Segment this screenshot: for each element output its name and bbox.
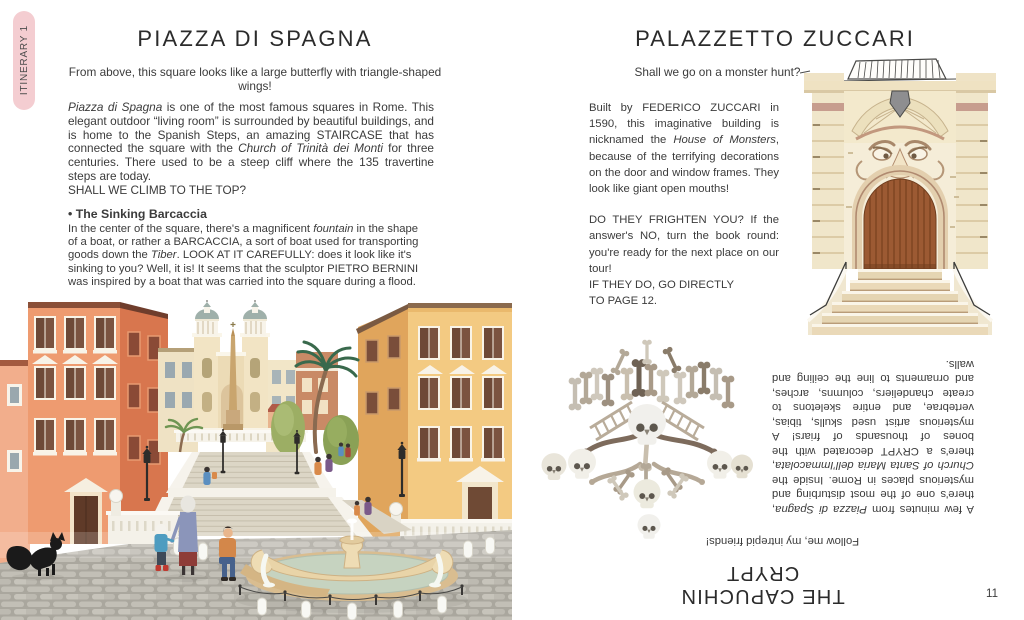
bone-chandelier-illustration <box>520 332 770 554</box>
capuchin-crypt-caption-flipped: Follow me, my intrepid friends! <box>705 535 860 547</box>
left-page-paragraph: Piazza di Spagna is one of the most famous squares in Rome. This elegant outdoor “living room” is surrounded by beautiful buildings, and is home to the Spanish Steps, an amazing STAIRCASE that has connected the square with the Church of Trinità dei Monti for three centuries. There used to be a steep cliff where the 135 travertine steps are today. SHALL WE CLIMB TO THE TOP? <box>68 100 434 197</box>
monster-mouth-door <box>852 165 948 271</box>
itinerary-tab <box>13 11 35 110</box>
right-page-intro: Shall we go on a monster hunt? <box>634 65 801 79</box>
entrance-steps <box>808 262 992 335</box>
right-page-paragraph-2: DO THEY FRIGHTEN YOU? If the answer's NO, turn the book round: you're ready for the next place on our tour! IF THEY DO, GO DIRECTLY TO PAGE 12. <box>589 214 779 308</box>
capuchin-crypt-paragraph-flipped: A few minutes from Piazza di Spagna, there's one of the most disturbing and mysterious places in Rome. Inside the Church of Santa Maria dell’Immacolata, there's a CRYPT decorated with the bones of thousands of friars! A mysterious artist used skulls, tibias, vertebrae, and entire skeletons to create chandeliers, columns, arches, and ornaments to line the ceiling and walls. <box>772 358 974 515</box>
left-page-title: PIAZZA DI SPAGNA <box>137 26 373 51</box>
right-page-column <box>589 100 779 324</box>
bone-fans <box>569 340 735 411</box>
page-number: 11 <box>986 588 998 600</box>
barcaccia-section-body: In the center of the square, there's a magnificent fountain in the shape of a boat, or rather a BARCACCIA, a sort of boat used for transporting goods down the Tiber. LOOK AT IT CAREFULLY: does it look like it's sinking to you? Well, it is! It seems that the sculptor PIETRO BERNINI was inspired by a boat that was carried into the square during a flood. <box>68 223 419 288</box>
yellow-building <box>356 303 512 542</box>
barcaccia-section-heading: • The Sinking Barcaccia <box>68 207 207 221</box>
broken-pediment <box>844 91 956 143</box>
right-page-paragraph-1: Built by FEDERICO ZUCCARI in 1590, this imaginative building is nicknamed the House of Monsters, because of the terrifying decorations on the door and window frames. They look like giant open mouths! <box>589 102 779 196</box>
spanish-steps-illustration <box>0 300 512 620</box>
itinerary-tab-label: ITINERARY 1 <box>18 25 30 96</box>
right-page-title: PALAZZETTO ZUCCARI <box>635 26 915 51</box>
church-dome-right <box>243 300 267 336</box>
monster-door-illustration <box>800 57 1000 335</box>
capuchin-crypt-title-flipped: THE CAPUCHIN CRYPT <box>680 562 845 607</box>
left-page-intro: From above, this square looks like a large butterfly with triangle-shaped wings! <box>68 65 442 93</box>
church-dome-left <box>195 300 219 336</box>
